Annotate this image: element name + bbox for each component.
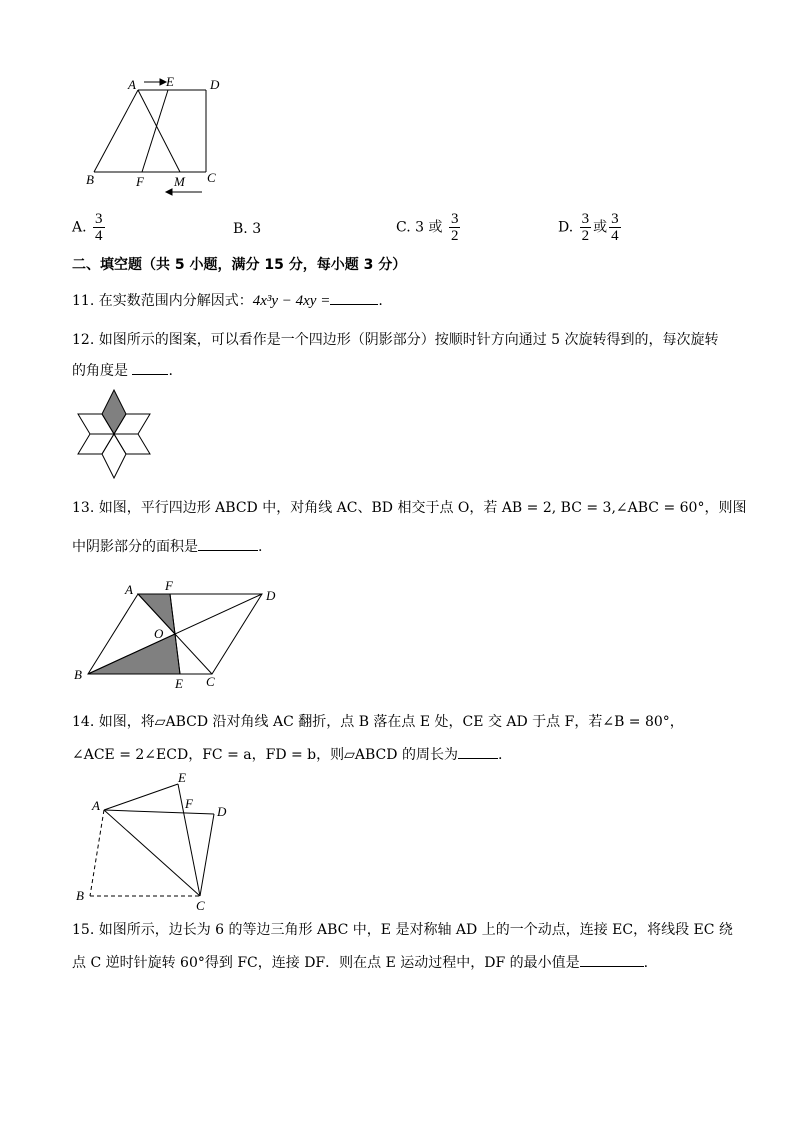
label-A: A <box>125 582 133 597</box>
question-13-line1: 13. 如图，平行四边形 ABCD 中，对角线 AC、BD 相交于点 O，若 AB = 2, BC = 3,∠ABC = 60°，则图 <box>72 500 747 516</box>
label-C: C <box>196 898 205 912</box>
section-heading: 二、填空题（共 5 小题，满分 15 分，每小题 3 分） <box>72 257 407 273</box>
answer-blank[interactable] <box>330 290 378 305</box>
fraction: $\frac{3}{2}$ <box>581 211 590 244</box>
label-C: C <box>207 170 216 185</box>
question-15-line1: 15. 如图所示，边长为 6 的等边三角形 ABC 中，E 是对称轴 AD 上的一个动点，连接 EC，将线段 EC 绕 <box>72 922 733 938</box>
label-B: B <box>76 888 84 903</box>
answer-blank[interactable] <box>198 536 258 551</box>
label-E: E <box>178 772 186 785</box>
answer-blank[interactable] <box>458 744 498 759</box>
answer-blank[interactable] <box>580 952 644 967</box>
question-13-line2: 中阴影部分的面积是 . <box>72 536 262 557</box>
answer-blank[interactable] <box>132 360 168 375</box>
fraction: $\frac{3}{2}$ <box>450 211 459 244</box>
question-14-line1: 14. 如图，将▱ABCD 沿对角线 AC 翻折，点 B 落在点 E 处，CE 交 AD 于点 F，若∠B = 80°， <box>72 714 684 730</box>
figure-q14 <box>72 772 242 912</box>
label-M: M <box>174 174 185 189</box>
question-12-line2: 的角度是 . <box>72 360 173 381</box>
label-B: B <box>74 667 82 682</box>
figure-q13 <box>70 576 290 694</box>
label-B: B <box>86 172 94 187</box>
option-a: A. $\frac{3}{4}$ <box>72 211 103 244</box>
label-E: E <box>166 74 174 89</box>
label-C: C <box>206 674 215 689</box>
question-11: 11. 在实数范围内分解因式：4x³y − 4xy = . <box>72 290 383 311</box>
figure-q10 <box>80 72 230 202</box>
fraction: $\frac{3}{4}$ <box>611 211 619 244</box>
figure-q12 <box>74 388 154 480</box>
question-14-line2: ∠ACE = 2∠ECD，FC = a，FD = b，则▱ABCD 的周长为 . <box>72 744 502 765</box>
fraction: $\frac{3}{4}$ <box>95 211 103 244</box>
label-D: D <box>266 588 276 603</box>
label-O: O <box>154 626 164 641</box>
label-E: E <box>175 676 183 691</box>
label-A: A <box>92 798 100 813</box>
label-A: A <box>128 77 136 92</box>
question-12-line1: 12. 如图所示的图案，可以看作是一个四边形（阴影部分）按顺时针方向通过 5 次旋转得到的，每次旋转 <box>72 332 719 348</box>
option-d: D. $\frac{3}{2}$ 或 $\frac{3}{4}$ <box>558 211 619 244</box>
option-b: B. 3 <box>233 221 262 237</box>
label-D: D <box>210 77 220 92</box>
option-c: C. 3 或 $\frac{3}{2}$ <box>396 211 459 244</box>
question-15-line2: 点 C 逆时针旋转 60°得到 FC，连接 DF．则在点 E 运动过程中，DF 的最小值是 . <box>72 952 648 973</box>
label-F: F <box>165 578 173 593</box>
label-D: D <box>217 804 227 819</box>
label-F: F <box>136 174 144 189</box>
label-F: F <box>185 796 193 811</box>
